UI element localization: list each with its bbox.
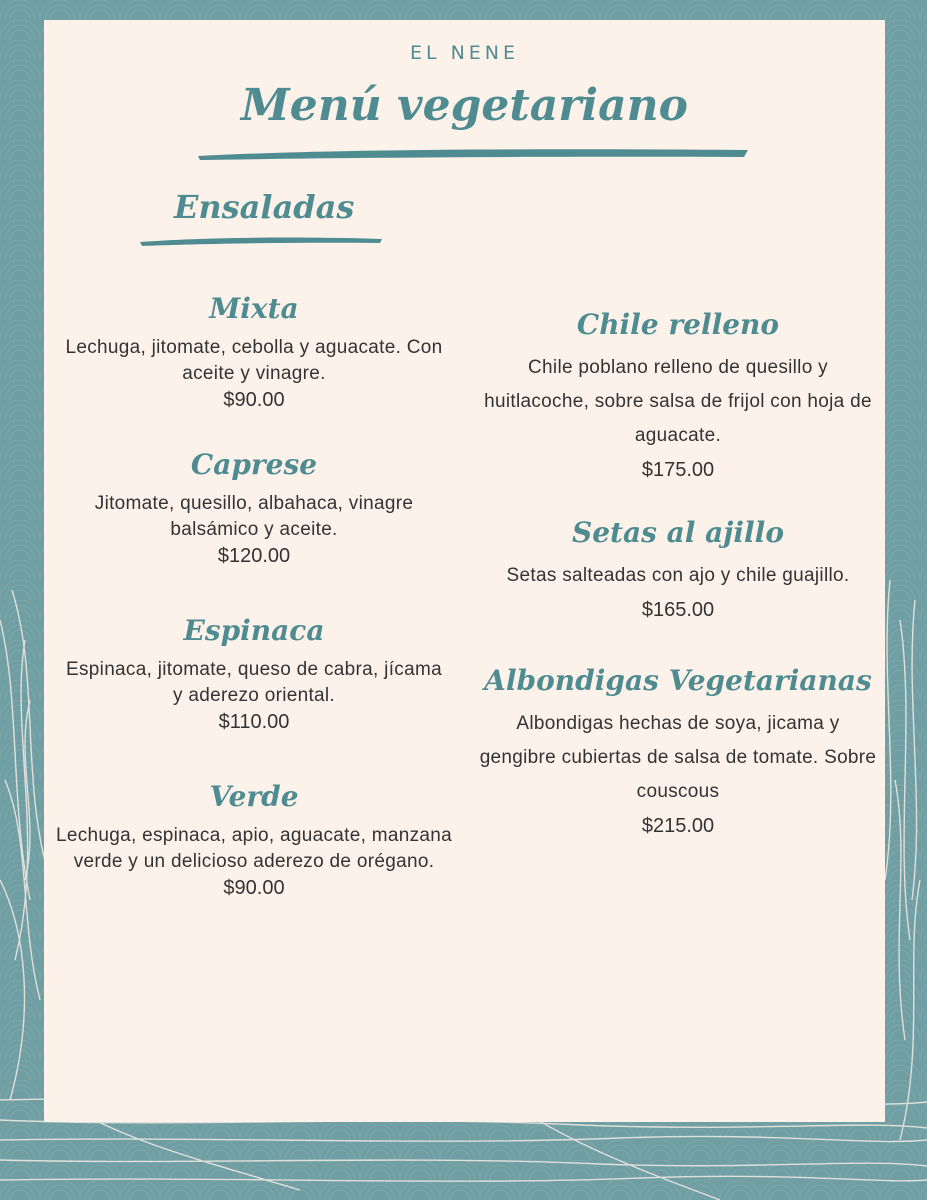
- item-name: Chile relleno: [576, 308, 780, 341]
- menu-item: [474, 516, 882, 627]
- item-description: Lechuga, jitomate, cebolla y aguacate. Con aceite y vinagre.: [65, 337, 443, 384]
- item-name: Mixta: [209, 292, 299, 325]
- menu-item: [474, 308, 882, 487]
- menu-card: [44, 20, 885, 1122]
- menu-item: [474, 664, 882, 843]
- item-description: Chile poblano relleno de quesillo y huitlacoche, sobre salsa de frijol con hoja de aguacate.: [484, 357, 872, 446]
- restaurant-name: EL NENE: [409, 42, 520, 64]
- menu-title: Menú vegetariano: [241, 80, 688, 131]
- item-name: Verde: [209, 780, 299, 813]
- section-underline: [136, 232, 386, 248]
- item-description: Albondigas hechas de soya, jicama y gengibre cubiertas de salsa de tomate. Sobre couscous: [479, 713, 877, 802]
- item-name: Albondigas Vegetarianas: [484, 664, 872, 697]
- item-name: Caprese: [190, 448, 318, 481]
- item-name: Setas al ajillo: [571, 516, 784, 549]
- menu-item: [44, 780, 464, 901]
- menu-item: [44, 448, 464, 569]
- item-description: Jitomate, quesillo, albahaca, vinagre balsámico y aceite.: [94, 493, 414, 540]
- item-price: $165.00: [641, 599, 715, 621]
- item-price: $110.00: [218, 711, 290, 733]
- item-description: Setas salteadas con ajo y chile guajillo.: [506, 565, 850, 586]
- menu-item: [44, 614, 464, 735]
- title-underline: [194, 144, 754, 164]
- menu-item: [44, 292, 464, 413]
- item-description: Espinaca, jitomate, queso de cabra, jícama y aderezo oriental.: [66, 659, 442, 706]
- item-name: Espinaca: [183, 614, 325, 647]
- item-price: $175.00: [641, 459, 715, 481]
- item-price: $90.00: [223, 877, 285, 899]
- item-description: Lechuga, espinaca, apio, aguacate, manzana verde y un delicioso aderezo de orégano.: [55, 825, 453, 872]
- section-title: Ensaladas: [174, 188, 355, 226]
- item-price: $215.00: [641, 815, 715, 837]
- item-price: $90.00: [223, 389, 285, 411]
- item-price: $120.00: [217, 545, 291, 567]
